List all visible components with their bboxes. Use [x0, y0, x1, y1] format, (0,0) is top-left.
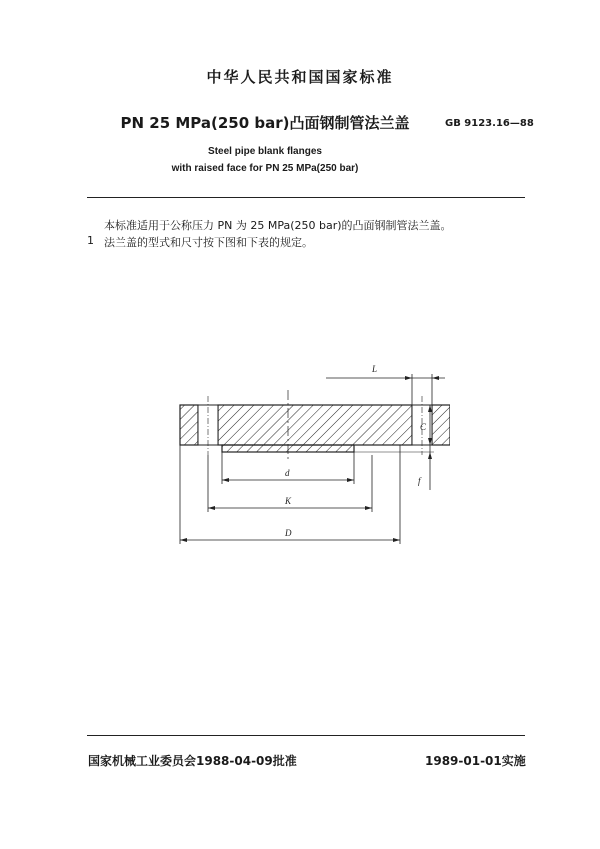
dimension-label-K: K: [285, 496, 292, 506]
dimension-label-D: D: [285, 528, 292, 538]
approval-note: 国家机械工业委员会1988-04-09批准: [88, 754, 297, 768]
dimension-label-L: L: [372, 364, 378, 374]
standard-number: GB 9123.16—88: [445, 118, 534, 129]
dimension-K: [208, 455, 372, 512]
footer-divider: [87, 735, 525, 736]
flange-cross-section-drawing: [160, 360, 450, 550]
scope-paragraph: 本标准适用于公称压力 PN 为 25 MPa(250 bar)的凸面钢制管法兰盖。: [104, 219, 452, 232]
dimension-L: [326, 364, 445, 405]
dimension-label-f: f: [418, 476, 421, 486]
dimension-f: [354, 445, 434, 490]
english-title-line-1: Steel pipe blank flanges: [208, 146, 322, 157]
dimension-label-d: d: [285, 468, 290, 478]
document-title: PN 25 MPa(250 bar)凸面钢制管法兰盖: [120, 114, 410, 132]
header-divider: [87, 197, 525, 198]
dimension-label-C: C: [420, 422, 427, 432]
clause-text: 法兰盖的型式和尺寸按下图和下表的规定。: [104, 236, 313, 249]
clause-number: 1: [87, 234, 94, 247]
dimension-D: [180, 445, 400, 544]
dimension-d: [222, 452, 354, 484]
english-title-line-2: with raised face for PN 25 MPa(250 bar): [171, 163, 359, 174]
flange-body: [180, 390, 450, 460]
national-standard-heading: 中华人民共和国国家标准: [206, 68, 394, 86]
implementation-date: 1989-01-01实施: [425, 754, 526, 768]
